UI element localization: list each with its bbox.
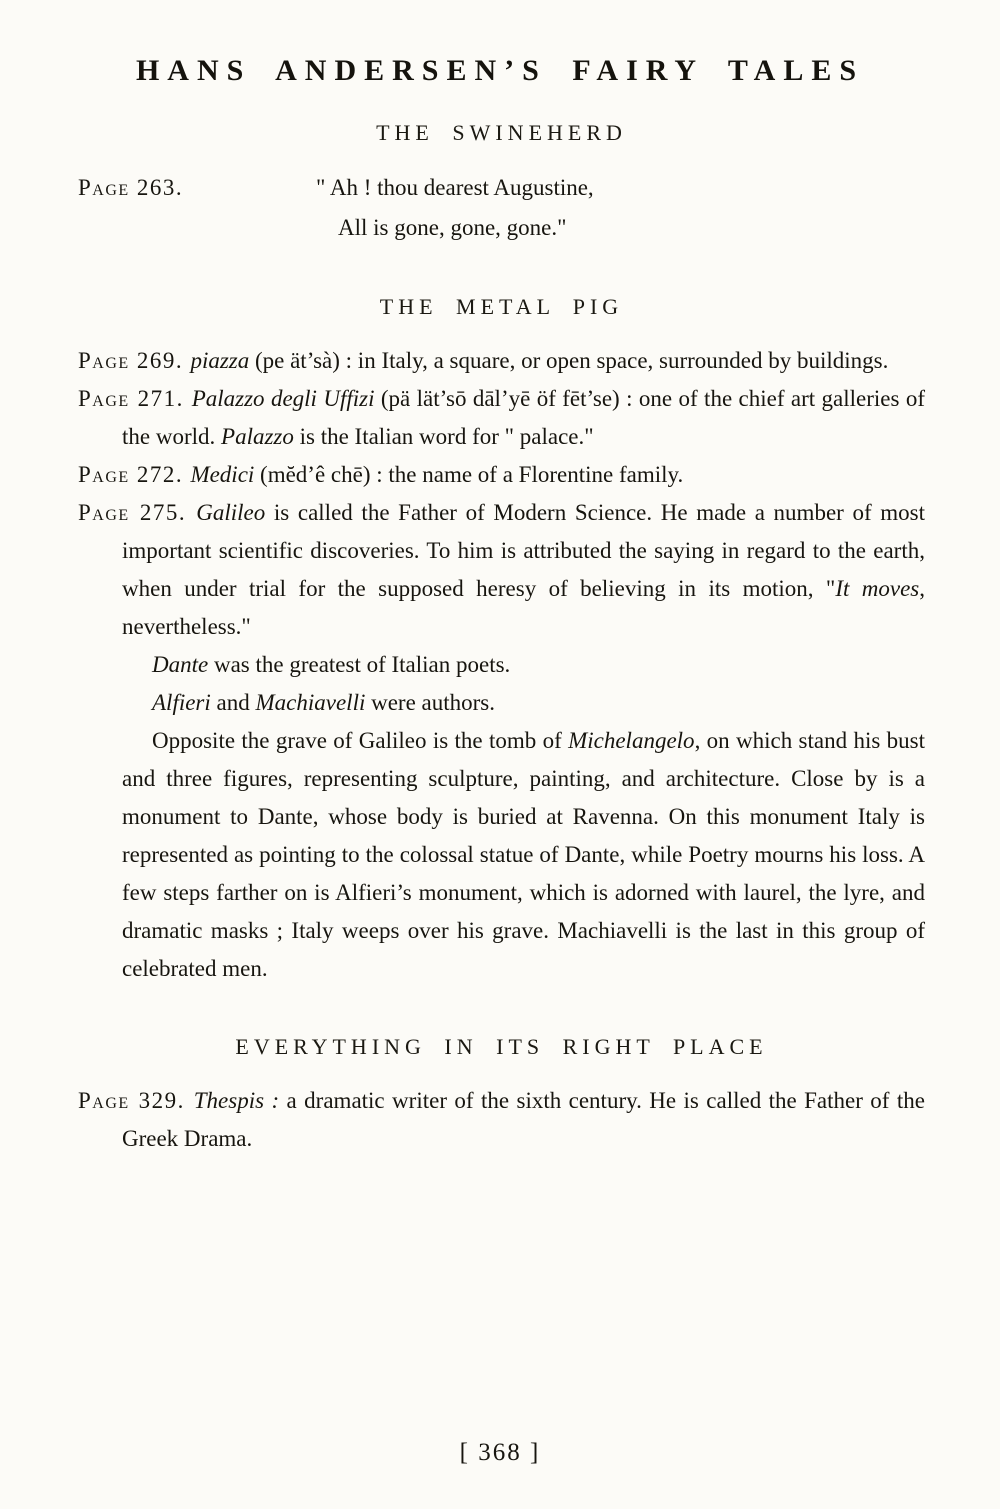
italic-term: Alfieri [152, 690, 211, 715]
italic-term: Thespis : [193, 1088, 280, 1113]
glossary-entry [78, 380, 925, 456]
verse-line: " Ah ! thou dearest Augustine, [316, 175, 594, 200]
italic-term: Galileo [196, 500, 266, 525]
text-run: (pä lät’sō dāl’yē öf fēt’se) : one of the chief art galleries of the world. [122, 386, 926, 449]
note-paragraph [78, 684, 925, 722]
text-run: Opposite the grave of Galileo is the tomb of [152, 728, 569, 753]
italic-term: Palazzo degli Uffizi [191, 386, 375, 411]
text-run: , on which stand his bust and three figures, representing sculpture, painting, and architecture. Close by is a monument to Dante, whose body is buried at Ravenna. On this monument Italy is represented as pointing to the colossal statue of Dante, while Poetry mourns his loss. A few steps farther on is Alfieri’s monument, which is adorned with laurel, the lyre, and dramatic masks ; Italy weeps over his grave. Machiavelli is the last in this group of celebrated men. [122, 728, 925, 981]
glossary-entry [78, 456, 925, 494]
text-run: , nevertheless." [122, 576, 925, 639]
page-ref-label: Page 275. [78, 500, 197, 525]
section-title: THE METAL PIG [379, 294, 624, 319]
page-content [0, 120, 1000, 1158]
verse-lines [316, 168, 925, 248]
section-title: EVERYTHING IN ITS RIGHT PLACE [235, 1034, 768, 1059]
italic-term: Medici [190, 462, 255, 487]
italic-term: Machiavelli [255, 690, 366, 715]
text-run: and [210, 690, 256, 715]
text-run: a dramatic writer of the sixth century. He is called the Father of the Greek Drama. [122, 1088, 925, 1151]
verse-entry [78, 168, 925, 248]
page-number: [ 368 ] [459, 1439, 541, 1466]
italic-term: piazza [190, 348, 250, 373]
text-run: (pe ät’sà) : in Italy, a square, or open space, surrounded by buildings. [249, 348, 889, 373]
page-ref-label: Page 263. [78, 175, 184, 200]
page-ref-label: Page 329. [78, 1088, 194, 1113]
text-run: is called the Father of Modern Science. He made a number of most important scientific discoveries. To him is attributed the saying in regard to the earth, when under trial for the supposed heresy of believing in its motion, " [122, 500, 925, 601]
glossary-entry [78, 342, 925, 380]
italic-term: Dante [152, 652, 209, 677]
text-run: was the greatest of Italian poets. [208, 652, 511, 677]
italic-term: Michelangelo [568, 728, 695, 753]
page-ref-label: Page 269. [78, 348, 191, 373]
note-paragraph [78, 646, 925, 684]
glossary-entry [78, 1082, 925, 1158]
text-run: were authors. [365, 690, 496, 715]
text-run: (mĕd’ê chē) : the name of a Florentine family. [254, 462, 684, 487]
text-run: is the Italian word for " palace." [293, 424, 594, 449]
section-title: THE SWINEHERD [376, 120, 627, 145]
page-ref-label: Page 272. [78, 462, 191, 487]
verse-line: All is gone, gone, gone." [338, 215, 567, 240]
italic-term: It moves [835, 576, 920, 601]
italic-term: Palazzo [221, 424, 294, 449]
note-paragraph [78, 722, 925, 988]
running-head: HANS ANDERSEN’S FAIRY TALES [135, 54, 865, 87]
glossary-entry [78, 494, 925, 646]
page-ref-label: Page 271. [78, 386, 192, 411]
